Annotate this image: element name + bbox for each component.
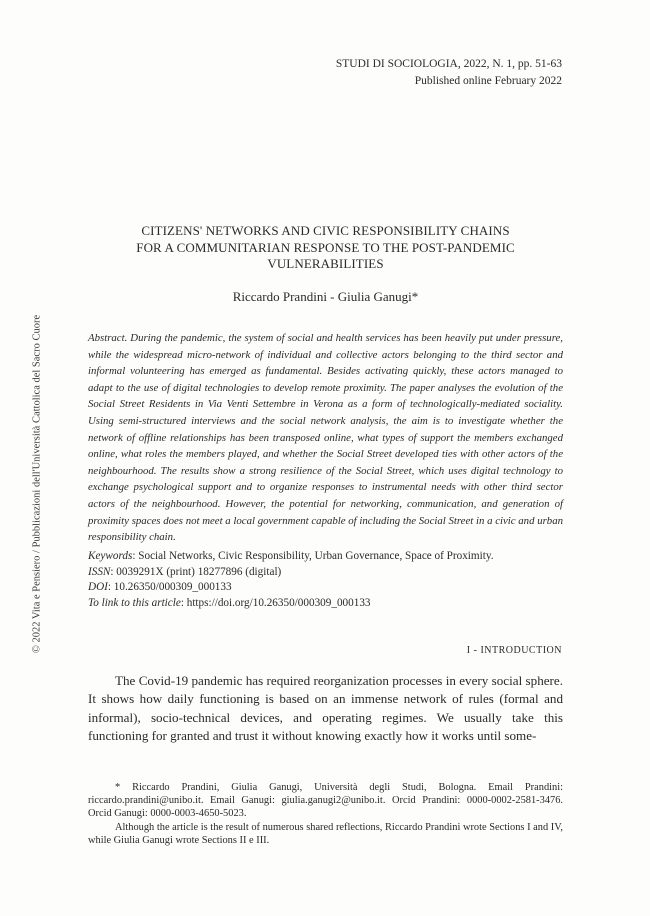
abstract-paragraph: Abstract. During the pandemic, the system of social and health services has been heavily put under pressure, while the widespread micro-network of individual and collective actors belonging to the third sector and informal volunteering has emerged as fundamental. Besides activating quickly, these actors managed to adapt to the use of digital technologies to develop remote proximity. The paper analyses the evolution of the Social Street Residents in Via Venti Settembre in Verona as a form of technologically-mediated sociality. Using semi-structured interviews and the social network analysis, the aim is to investigate whether the network of offline relationships has been transposed online, what types of support the members exchanged online, what roles the members played, and whether the Social Street developed ties with other actors of the neighbourhood. The results show a strong resilience of the Social Street, which uses digital technology to exchange psychological support and to organize responses to instrumental needs with other third sector actors of the neighbourhood. However, the potential for networking, communication, and generation of proximity spaces does not meet a local government capable of including the Social Street in a civic and urban responsibility chain.: [88, 332, 563, 544]
article-link[interactable]: https://doi.org/10.26350/000309_000133: [186, 596, 371, 609]
running-header: [336, 56, 562, 90]
keywords-value: Social Networks, Civic Responsibility, Urban Governance, Space of Proximity.: [138, 550, 494, 562]
section-heading: I - INTRODUCTION: [466, 645, 562, 656]
introduction-paragraph: The Covid-19 pandemic has required reorganization processes in every social sphere. It shows how daily functioning is based on an immense network of rules (formal and informal), socio-technical devices, and operating regimes. We usually take this functioning for granted and trust it without knowing exactly how it works until some-: [88, 673, 563, 743]
keywords-line: Keywords: Social Networks, Civic Responsibility, Urban Governance, Space of Proximity.: [88, 550, 494, 562]
author-footnote: [88, 781, 563, 847]
keywords-label: Keywords: [88, 550, 133, 562]
article-link-label: To link to this article: [88, 596, 181, 609]
title-line-3: VULNERABILITIES: [267, 256, 384, 271]
issn-label: ISSN: [88, 565, 111, 578]
title-line-2: FOR A COMMUNITARIAN RESPONSE TO THE POST-PANDEMIC: [136, 239, 515, 255]
issn-value: 0039291X (print) 18277896 (digital): [116, 565, 282, 578]
article-link-line: To link to this article: https://doi.org/10.26350/000309_000133: [88, 596, 371, 609]
issn-line: ISSN: 0039291X (print) 18277896 (digital): [88, 565, 282, 578]
article-metadata: [88, 549, 563, 611]
publication-date: Published online February 2022: [414, 75, 562, 87]
journal-citation: STUDI DI SOCIOLOGIA, 2022, N. 1, pp. 51-63: [335, 58, 562, 70]
title-line-1: CITIZENS' NETWORKS AND CIVIC RESPONSIBILITY CHAINS: [141, 223, 510, 238]
doi-value: 10.26350/000309_000133: [113, 581, 232, 593]
footnote-contributions: Although the article is the result of numerous shared reflections, Riccardo Prandini wrote Sections I and IV, while Giulia Ganugi wrote Sections II e III.: [88, 821, 563, 846]
doi-line: DOI: 10.26350/000309_000133: [88, 581, 232, 593]
copyright-side-text: © 2022 Vita e Pensiero / Pubblicazioni dell'Università Cattolica del Sacro Cuore: [31, 314, 43, 654]
article-title: [88, 223, 563, 273]
doi-label: DOI: [88, 581, 108, 593]
footnote-affiliations: * Riccardo Prandini, Giulia Ganugi, Università degli Studi, Bologna. Email Prandini: riccardo.prandini@unibo.it. Email Ganugi: giulia.ganugi2@unibo.it. Orcid Prandini: 0000-0002-2581-3476. Orcid Ganugi: 0000-0003-4650-5023.: [88, 782, 563, 820]
author-names: Riccardo Prandini - Giulia Ganugi*: [232, 289, 419, 304]
